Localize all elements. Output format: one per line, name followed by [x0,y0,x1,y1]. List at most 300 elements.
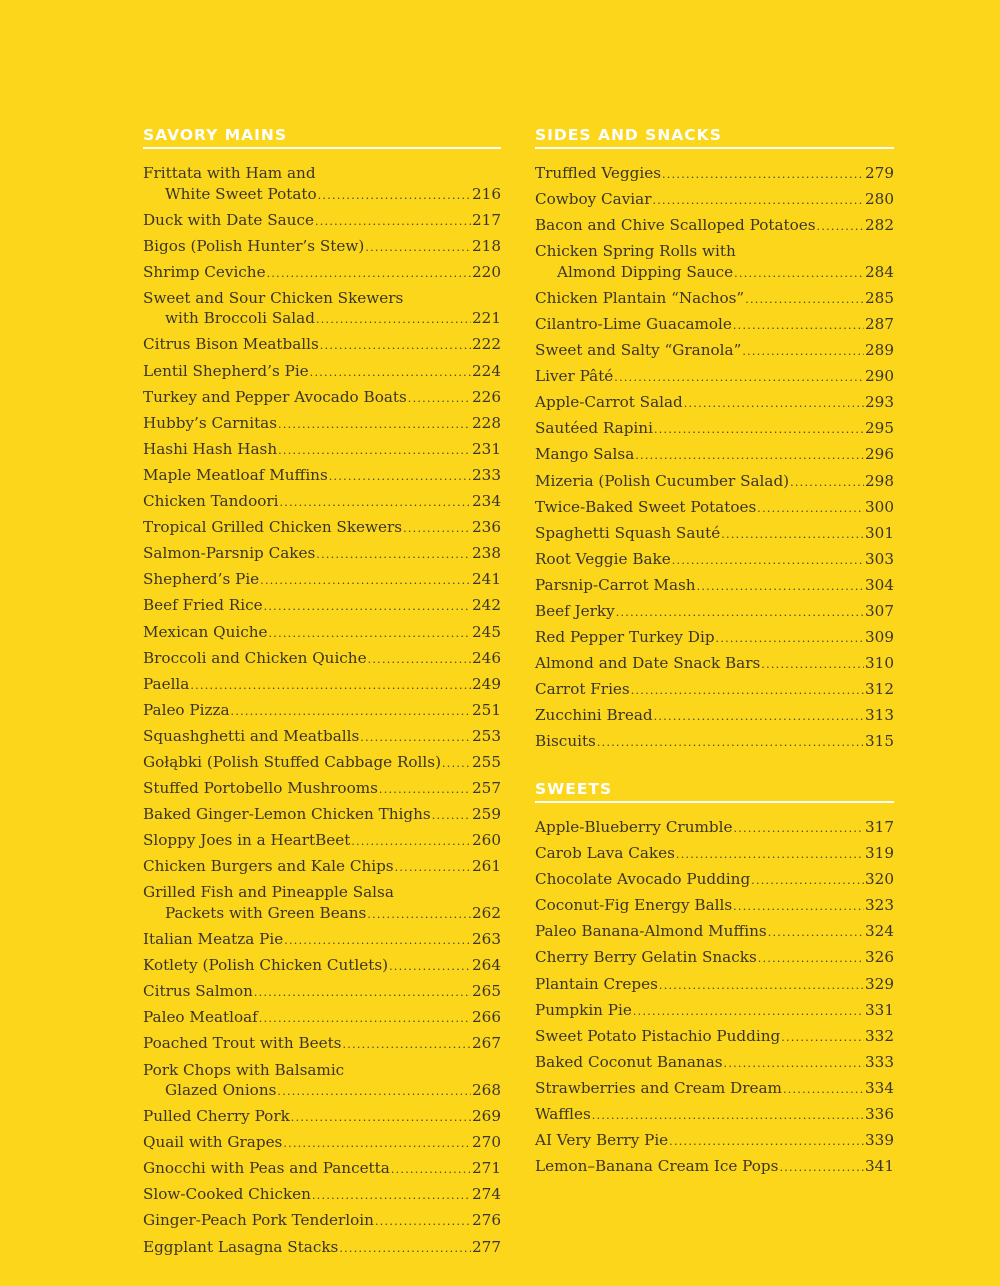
right-column [535,126,894,1205]
dot-leader [654,420,864,441]
section-heading: SAVORY MAINS [143,126,501,149]
entry-row [143,1106,501,1129]
dot-leader [367,905,471,926]
entry-row [143,700,501,723]
entry-title: Quail with Grapes [143,1133,283,1152]
toc-entry [143,1210,501,1233]
entry-row [143,361,501,384]
dot-leader [318,186,471,207]
entry-title: Chicken Tandoori [143,492,279,511]
toc-entry [143,856,501,879]
page-number: 218 [472,236,501,255]
entry-title: Carob Lava Cakes [535,844,675,863]
entry-title-line: Pork Chops with Balsamic [143,1060,345,1079]
page-number: 279 [865,164,894,182]
toc-entry [535,314,894,337]
entry-title: Baked Ginger-Lemon Chicken Thighs [143,805,431,824]
toc-entry [143,674,501,697]
toc-entry [143,465,501,488]
dot-leader [432,806,471,827]
page-number: 234 [472,492,501,511]
entry-title: Beef Fried Rice [143,596,263,615]
page-number: 263 [472,930,501,949]
toc-entry [143,778,501,801]
entry-title: Twice-Baked Sweet Potatoes [535,497,757,516]
page-number: 298 [865,471,894,490]
dot-leader [669,1132,864,1153]
entry-row [535,340,894,363]
entry-row [535,679,894,702]
page-number: 326 [865,948,894,967]
entry-title: Bigos (Polish Hunter’s Stew) [143,236,365,255]
page-number: 233 [472,465,501,484]
entry-title: Pulled Cherry Pork [143,1107,290,1126]
toc-entry [143,700,501,723]
entry-title: Coconut-Fig Energy Balls [535,896,733,915]
entry-title: Mango Salsa [535,445,635,464]
toc-entry [535,653,894,676]
entry-title: Pumpkin Pie [535,1000,632,1019]
entry-title: Eggplant Lasagna Stacks [143,1237,339,1256]
dot-leader [291,1108,471,1129]
entry-title: Cherry Berry Gelatin Snacks [535,948,757,967]
entry-title: Almond Dipping Sauce [557,262,734,281]
dot-leader [659,976,864,997]
dot-leader [278,415,471,436]
entry-row [535,314,894,337]
dot-leader [259,1009,471,1030]
toc-entry [143,1132,501,1155]
page-number: 217 [472,210,501,229]
page-number: 221 [472,309,501,328]
entry-row [143,543,501,566]
toc-entry [535,921,894,944]
entry-list [535,817,894,1179]
dot-leader [267,264,471,285]
entry-row [143,726,501,749]
entry-title: Glazed Onions [165,1081,277,1099]
dot-leader [316,545,471,566]
dot-leader [817,217,864,238]
dot-leader [733,819,864,840]
entry-row [535,497,894,520]
page-number: 257 [472,779,501,798]
entry-title: Sweet Potato Pistachio Pudding [535,1026,781,1045]
entry-title: Paella [143,674,190,693]
dot-leader [277,1082,471,1103]
page-number: 290 [865,367,894,386]
entry-title: Cowboy Caviar [535,190,652,209]
dot-leader [633,1002,864,1023]
entry-row [143,778,501,801]
dot-leader [662,165,864,186]
dot-leader [790,473,864,494]
page-number: 276 [472,1211,501,1230]
page-number: 238 [472,544,501,563]
entry-row [143,1080,501,1103]
dot-leader [592,1106,864,1127]
entry-row [143,929,501,952]
entry-row [143,184,501,207]
dot-leader [395,858,471,879]
entry-row [535,549,894,572]
toc-entry [535,1000,894,1023]
toc-entry [143,491,501,514]
page-number: 310 [865,654,894,673]
entry-title: Sautéed Rapini [535,419,653,438]
entry-title: Almond and Date Snack Bars [535,654,761,673]
page-number: 331 [865,1000,894,1019]
page-number: 260 [472,831,501,850]
page-number: 269 [472,1107,501,1126]
toc-entry [535,189,894,212]
toc-entry [535,731,894,754]
entry-row [535,869,894,892]
entry-row [535,1000,894,1023]
entry-title: with Broccoli Salad [165,309,315,328]
entry-row [535,444,894,467]
toc-entry [143,622,501,645]
dot-leader [403,519,471,540]
dot-leader [375,1212,471,1233]
entry-title: Stuffed Portobello Mushrooms [143,779,378,798]
entry-row [143,1237,501,1260]
dot-leader [284,931,471,952]
entry-title: White Sweet Potato [165,184,317,203]
page-number: 251 [472,700,501,719]
toc-entry [535,163,894,186]
dot-leader [312,1186,471,1207]
section-heading: SWEETS [535,780,894,803]
entry-row [143,1132,501,1155]
page-number: 284 [865,262,894,281]
page-number: 339 [865,1131,894,1150]
dot-leader [733,897,864,918]
entry-title: Maple Meatloaf Muffins [143,465,328,484]
dot-leader [721,525,864,546]
entry-title: Baked Coconut Bananas [535,1052,723,1071]
entry-row [535,947,894,970]
dot-leader [724,1054,864,1075]
toc-entry [143,595,501,618]
toc-entry [535,1052,894,1075]
page-number: 304 [865,575,894,594]
entry-title: Broccoli and Chicken Quiche [143,648,367,667]
toc-entry [535,549,894,572]
dot-leader [315,212,471,233]
toc-entry [143,1106,501,1129]
page-number: 249 [472,674,501,693]
dot-leader [616,603,864,624]
toc-entry [143,163,501,206]
entry-title: Salmon-Parsnip Cakes [143,544,316,563]
page-number: 307 [865,602,894,620]
entry-title: Apple-Carrot Salad [535,393,683,412]
toc-entry [143,981,501,1004]
toc-entry [535,947,894,970]
entry-list [143,163,501,1259]
dot-leader [768,923,864,944]
dot-leader [742,342,864,363]
page-number: 329 [865,974,894,993]
page-number: 246 [472,648,501,667]
page-number: 287 [865,314,894,333]
entry-row [143,387,501,410]
entry-row [535,1156,894,1179]
entry-row [535,366,894,389]
entry-title: Apple-Blueberry Crumble [535,817,733,836]
entry-title-line: Grilled Fish and Pineapple Salsa [143,883,394,902]
toc-entry [143,543,501,566]
entry-row [143,210,501,233]
entry-row [143,674,501,697]
entry-title: Gołąbki (Polish Stuffed Cabbage Rolls) [143,752,441,771]
toc-entry [535,241,894,284]
entry-title: Citrus Bison Meatballs [143,335,319,354]
entry-row [535,1026,894,1049]
dot-leader [697,577,864,598]
toc-entry [535,471,894,494]
toc-entry [143,1033,501,1056]
entry-row [535,1078,894,1101]
toc-entry [535,418,894,441]
toc-entry [143,830,501,853]
entry-title: Duck with Date Sauce [143,210,314,229]
page-number: 336 [865,1105,894,1123]
entry-row [143,465,501,488]
entry-row [535,215,894,238]
dot-leader [310,363,471,384]
dot-leader [654,707,864,728]
dot-leader [269,624,472,645]
dot-leader [260,571,471,592]
toc-entry [535,366,894,389]
dot-leader [365,238,471,259]
left-column [143,126,501,1285]
dot-leader [672,551,864,572]
entry-row [143,308,501,331]
toc-entry [535,523,894,546]
toc-entry [535,497,894,520]
dot-leader [757,499,864,520]
toc-entry [535,1026,894,1049]
entry-row [143,830,501,853]
entry-row [143,1033,501,1056]
entry-row [143,955,501,978]
entry-title: Chicken Burgers and Kale Chips [143,857,394,876]
entry-title: Shepherd’s Pie [143,570,260,589]
page-number: 301 [865,523,894,542]
entry-title: Mizeria (Polish Cucumber Salad) [535,471,790,490]
entry-title: Chicken Plantain “Nachos” [535,288,745,307]
toc-entry [535,288,894,311]
dot-leader [391,1160,471,1181]
entry-title: Parsnip-Carrot Mash [535,575,696,594]
dot-leader [190,676,471,697]
page-number: 313 [865,706,894,725]
toc-entry [143,1060,501,1103]
entry-row [535,418,894,441]
entry-row [535,392,894,415]
dot-leader [283,1134,471,1155]
entry-row [143,1158,501,1181]
entry-title-line: Frittata with Ham and [143,164,316,182]
entry-title: Chocolate Avocado Pudding [535,870,751,889]
entry-title: Poached Trout with Beets [143,1034,342,1053]
entry-row [535,575,894,598]
page-number: 271 [472,1159,501,1178]
entry-row [143,903,501,926]
entry-title: Plantain Crepes [535,974,658,993]
dot-leader [779,1158,864,1179]
entry-title: Paleo Pizza [143,700,230,719]
entry-row [535,1104,894,1127]
page-number: 253 [472,726,501,745]
entry-title-line: Chicken Spring Rolls with [535,242,736,261]
entry-title: Truffled Veggies [535,164,662,182]
page-number: 341 [865,1157,894,1176]
dot-leader [408,389,471,410]
dot-leader [652,191,864,212]
toc-entry [535,1156,894,1179]
page-number: 323 [865,896,894,915]
toc-entry [143,1237,501,1260]
entry-title: Bacon and Chive Scalloped Potatoes [535,216,816,235]
dot-leader [761,655,864,676]
page-number: 255 [472,752,501,771]
dot-leader [278,441,471,462]
dot-leader [342,1035,471,1056]
entry-row [143,569,501,592]
page-number: 236 [472,518,501,537]
entry-title: Carrot Fries [535,680,630,699]
dot-leader [389,957,471,978]
toc-entry [535,843,894,866]
entry-row [535,601,894,624]
toc-entry [143,236,501,259]
entry-row [143,752,501,775]
page-number: 300 [865,497,894,516]
entry-row [143,595,501,618]
entry-title: Gnocchi with Peas and Pancetta [143,1159,390,1178]
page-number: 264 [472,956,501,975]
dot-leader [716,629,864,650]
toc-entry [535,575,894,598]
entry-title: Paleo Meatloaf [143,1008,258,1027]
toc-entry [535,817,894,840]
toc-entry [143,439,501,462]
toc-entry [143,413,501,436]
dot-leader [635,446,864,467]
dot-leader [781,1028,864,1049]
entry-title: Sloppy Joes in a HeartBeet [143,831,351,850]
entry-title: Slow-Cooked Chicken [143,1185,311,1204]
entry-row [143,1007,501,1030]
toc-entry [535,1104,894,1127]
page-number: 319 [865,844,894,863]
dot-leader [329,467,471,488]
page-number: 293 [865,393,894,412]
entry-row [143,334,501,357]
toc-entry [143,929,501,952]
toc-entry [143,1158,501,1181]
page-number: 259 [472,805,501,824]
entry-title: Italian Meatza Pie [143,930,284,949]
entry-title: Lemon–Banana Cream Ice Pops [535,1157,779,1176]
entry-row [143,804,501,827]
section-savory-mains [143,126,501,1259]
dot-leader [320,336,471,357]
page-number: 266 [472,1008,501,1027]
page-number: 332 [865,1026,894,1045]
entry-row [535,653,894,676]
entry-row [535,843,894,866]
dot-leader [254,983,471,1004]
entry-row [535,189,894,212]
section-heading: SIDES AND SNACKS [535,126,894,149]
dot-leader [745,290,864,311]
page-number: 295 [865,419,894,438]
dot-leader [351,832,471,853]
toc-entry [535,444,894,467]
toc-entry [143,334,501,357]
toc-entry [535,895,894,918]
page-number: 226 [472,387,501,406]
entry-row [143,413,501,436]
entry-title: Paleo Banana-Almond Muffins [535,922,767,941]
dot-leader [264,597,471,618]
page-number: 303 [865,549,894,568]
page-number: 333 [865,1052,894,1071]
page-number: 315 [865,732,894,751]
page-number: 296 [865,445,894,464]
page-number: 241 [472,570,501,589]
entry-title: Squashghetti and Meatballs [143,726,360,745]
page-number: 224 [472,361,501,380]
page-number: 270 [472,1133,501,1152]
entry-title: Mexican Quiche [143,622,268,641]
entry-row [143,236,501,259]
entry-title: Kotlety (Polish Chicken Cutlets) [143,956,389,975]
entry-row [535,705,894,728]
entry-list [535,163,894,754]
dot-leader [684,394,864,415]
toc-entry [143,288,501,331]
entry-title: AI Very Berry Pie [535,1131,669,1150]
entry-row [535,288,894,311]
dot-leader [734,264,864,285]
toc-entry [143,752,501,775]
page-number: 282 [865,216,894,235]
toc-entry [143,262,501,285]
page-number: 317 [865,817,894,836]
dot-leader [360,728,471,749]
page-number: 324 [865,922,894,941]
page-number: 280 [865,190,894,209]
entry-title: Biscuits [535,732,596,751]
toc-entry [143,648,501,671]
entry-row [535,895,894,918]
entry-title: Sweet and Salty “Granola” [535,341,742,360]
entry-title: Tropical Grilled Chicken Skewers [143,518,403,537]
dot-leader [442,754,471,775]
page-number: 285 [865,288,894,307]
page-number: 289 [865,341,894,360]
toc-entry [143,361,501,384]
dot-leader [758,949,864,970]
toc-entry [143,210,501,233]
entry-row [535,471,894,494]
